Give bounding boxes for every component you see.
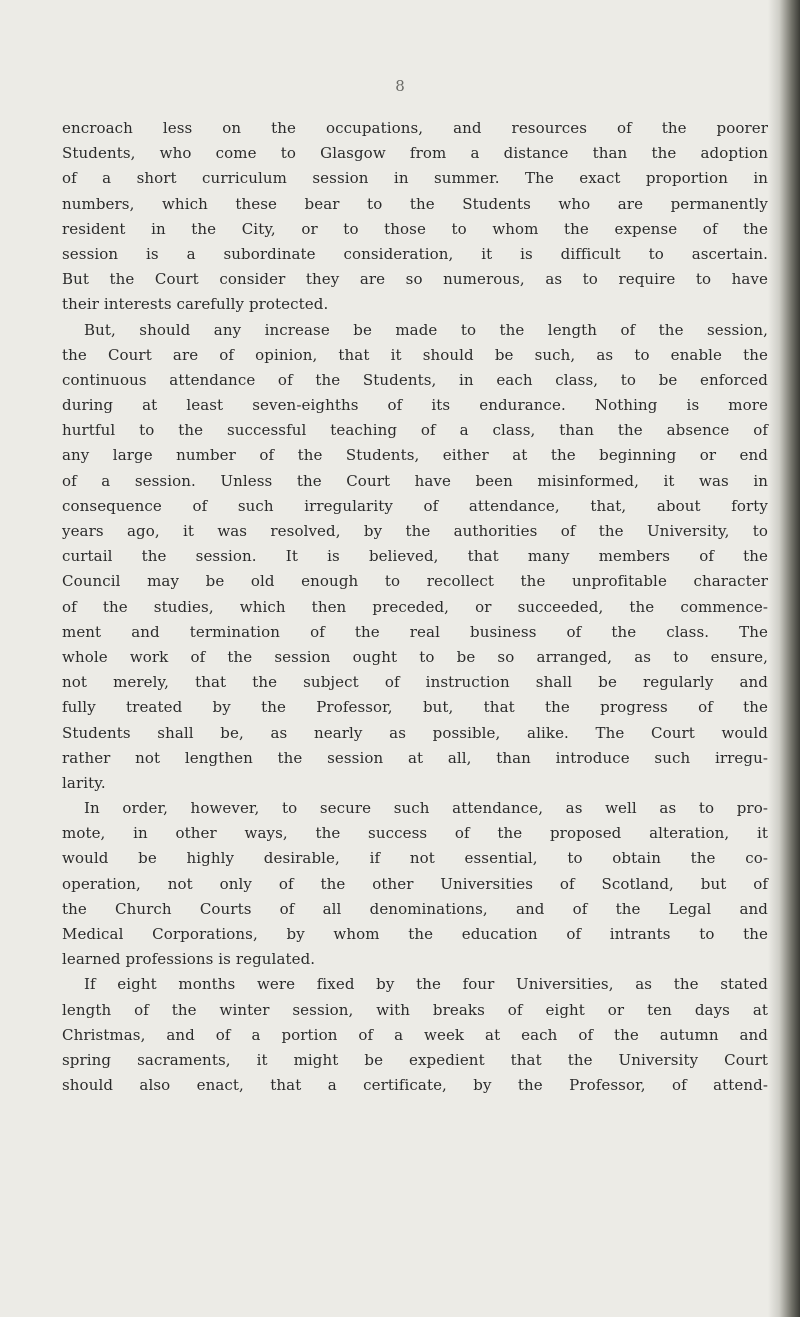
text-line: learned professions is regulated. bbox=[62, 950, 316, 969]
text-line: during at least seven-eighths of its endurance. Nothing is more bbox=[62, 396, 768, 415]
text-line: Students, who come to Glasgow from a distance than the adoption bbox=[62, 144, 768, 163]
text-line: the Church Courts of all denominations, and of the Legal and bbox=[62, 899, 768, 918]
text-line: should also enact, that a certificate, by the Professor, of attend- bbox=[62, 1076, 768, 1095]
text-line: any large number of the Students, either at the beginning or end bbox=[62, 446, 768, 465]
text-line: spring sacraments, it might be expedient that the University Court bbox=[62, 1050, 768, 1069]
text-line: hurtful to the successful teaching of a class, than the absence of bbox=[62, 421, 768, 440]
text-line: curtail the session. It is believed, that many members of the bbox=[62, 547, 768, 566]
text-line: larity. bbox=[62, 773, 106, 792]
body-text bbox=[62, 116, 768, 1098]
text-line: In order, however, to secure such attendance, as well as to pro- bbox=[84, 799, 768, 818]
text-line: Students shall be, as nearly as possible, alike. The Court would bbox=[62, 723, 768, 742]
text-line: encroach less on the occupations, and resources of the poorer bbox=[62, 119, 768, 137]
text-line: numbers, which these bear to the Students who are permanently bbox=[62, 194, 768, 213]
text-line: mote, in other ways, the success of the proposed alteration, it bbox=[62, 824, 768, 843]
text-line: of a session. Unless the Court have been misinformed, it was in bbox=[62, 471, 768, 490]
text-line: But, should any increase be made to the length of the session, bbox=[84, 320, 768, 339]
page-edge-shadow bbox=[768, 0, 800, 1317]
page-number: 8 bbox=[395, 77, 405, 95]
text-line: consequence of such irregularity of attendance, that, about forty bbox=[62, 496, 768, 515]
text-line: If eight months were fixed by the four Universities, as the stated bbox=[84, 975, 768, 994]
text-line: their interests carefully protected. bbox=[62, 295, 329, 314]
text-line: Christmas, and of a portion of a week at each of the autumn and bbox=[62, 1025, 768, 1044]
text-line: years ago, it was resolved, by the authorities of the University, to bbox=[62, 522, 768, 540]
text-line: whole work of the session ought to be so arranged, as to ensure, bbox=[62, 647, 768, 666]
text-line: fully treated by the Professor, but, that the progress of the bbox=[62, 698, 768, 717]
text-line: Council may be old enough to recollect the unprofitable character bbox=[62, 572, 768, 591]
text-line: would be highly desirable, if not essential, to obtain the co- bbox=[62, 849, 768, 868]
text-line: of the studies, which then preceded, or succeeded, the commence- bbox=[62, 597, 768, 616]
text-line: Medical Corporations, by whom the education of intrants to the bbox=[62, 925, 768, 943]
text-line: the Court are of opinion, that it should be such, as to enable the bbox=[62, 345, 768, 364]
text-line: ment and termination of the real business of the class. The bbox=[62, 622, 768, 641]
text-line: session is a subordinate consideration, it is difficult to ascertain. bbox=[62, 244, 768, 263]
text-line: continuous attendance of the Students, in each class, to be enforced bbox=[62, 370, 768, 389]
text-line: length of the winter session, with breaks of eight or ten days at bbox=[62, 1000, 768, 1019]
text-line: not merely, that the subject of instruction shall be regularly and bbox=[62, 673, 768, 692]
text-line: of a short curriculum session in summer. The exact proportion in bbox=[62, 169, 768, 188]
text-line: operation, not only of the other Universities of Scotland, but of bbox=[62, 874, 768, 893]
text-line: But the Court consider they are so numerous, as to require to have bbox=[62, 270, 768, 289]
text-line: resident in the City, or to those to whom the expense of the bbox=[62, 219, 768, 238]
text-line: rather not lengthen the session at all, than introduce such irregu- bbox=[62, 748, 768, 767]
